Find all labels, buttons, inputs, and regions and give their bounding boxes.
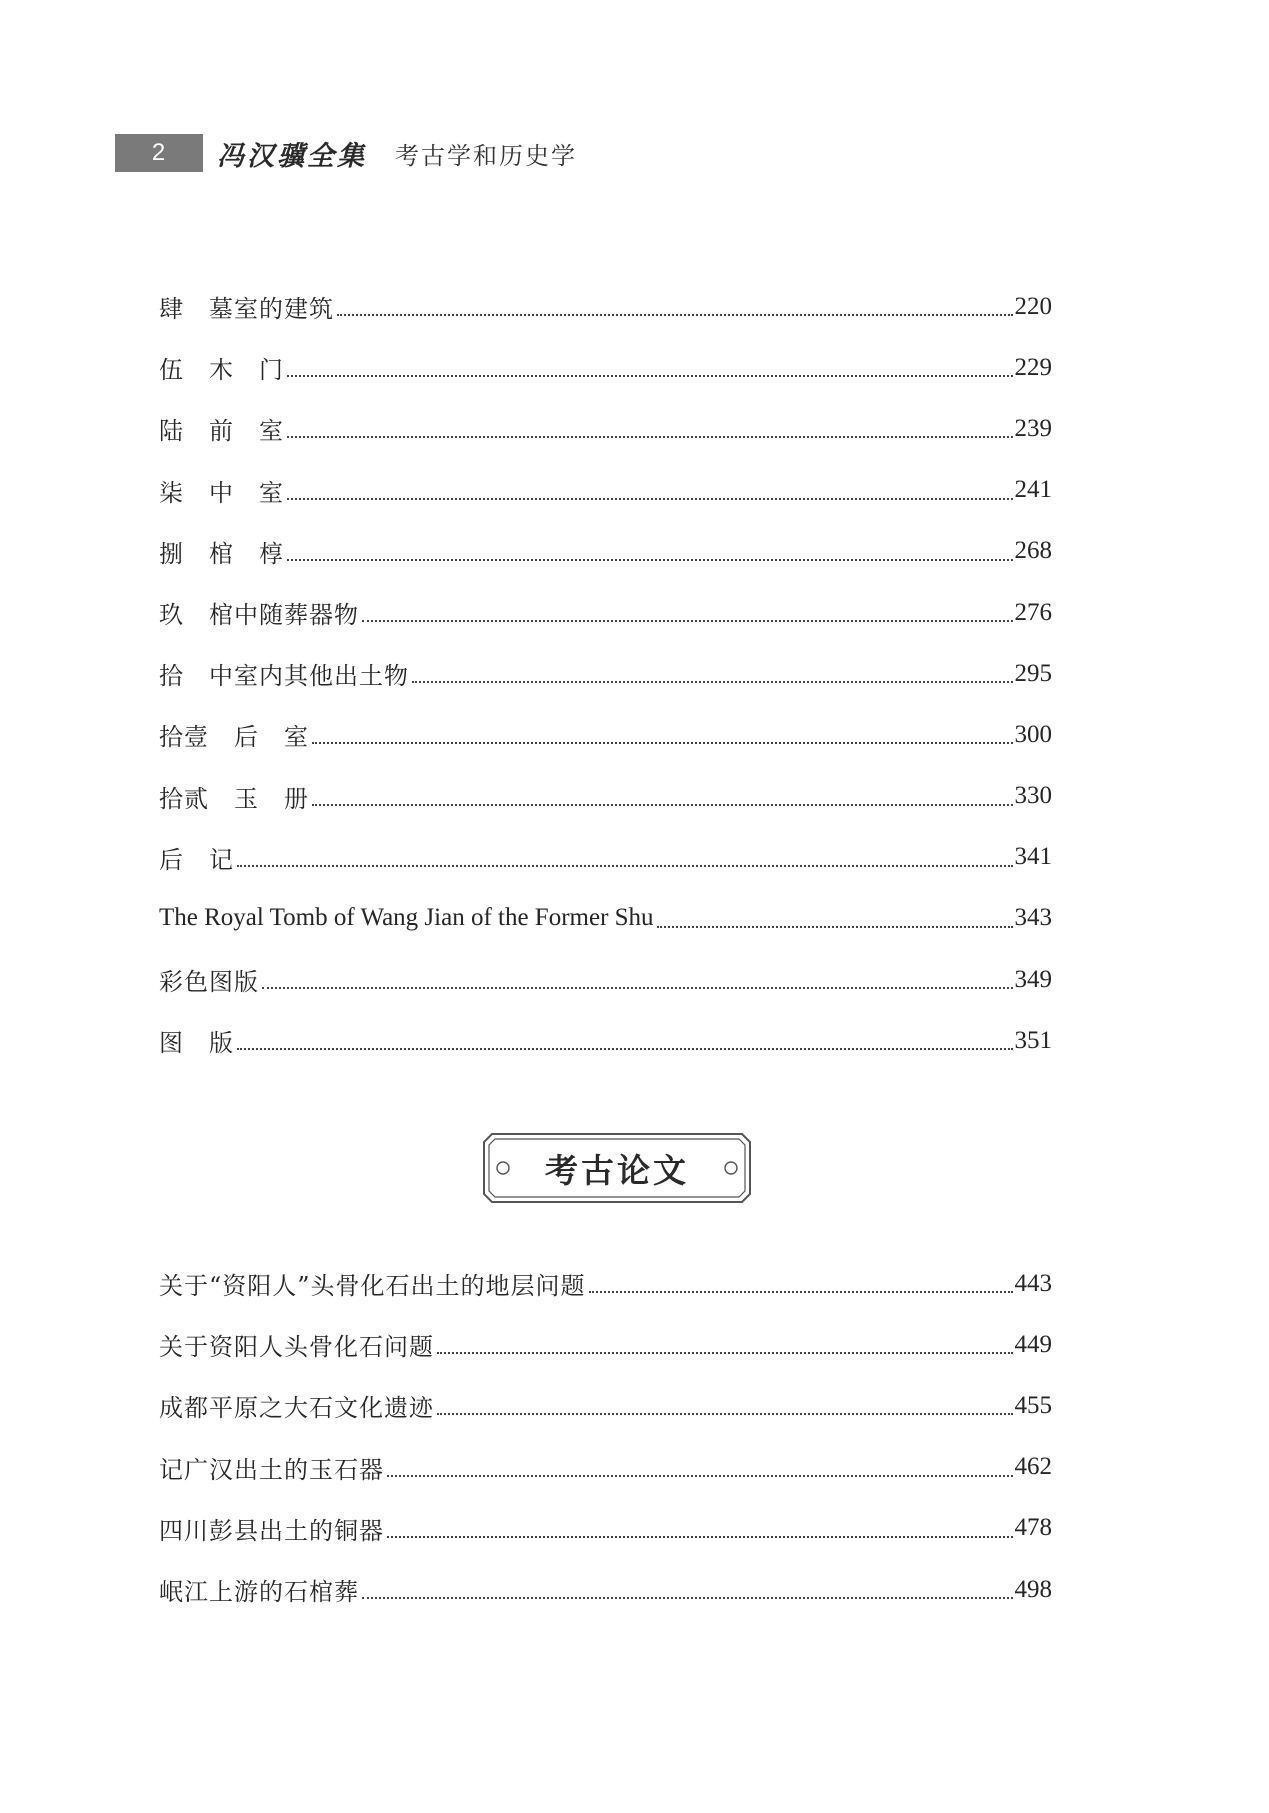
toc-entry-page-number: 478 — [1014, 1514, 1052, 1542]
toc-entry-page-number: 443 — [1014, 1269, 1052, 1297]
toc-entry-page-number: 349 — [1014, 965, 1052, 993]
table-of-contents-part2 — [159, 1253, 1052, 1620]
toc-entry-title: 岷江上游的石棺葬 — [159, 1578, 359, 1607]
toc-entry-page-number: 229 — [1014, 353, 1052, 381]
dot-leader — [412, 680, 1013, 683]
toc-entry-title: 记广汉出土的玉石器 — [159, 1455, 384, 1484]
section-heading-label: 考古论文 — [545, 1150, 689, 1190]
toc-entry — [159, 1253, 1052, 1314]
toc-entry-title: 捌 棺 椁 — [159, 539, 284, 568]
toc-entry-page-number: 241 — [1014, 476, 1052, 504]
toc-entry — [159, 521, 1052, 582]
toc-entry-title: 柒 中 室 — [159, 478, 284, 507]
toc-entry-title: 成都平原之大石文化遗迹 — [159, 1394, 434, 1423]
toc-entry-page-number: 300 — [1014, 720, 1052, 748]
toc-entry — [159, 276, 1052, 337]
toc-entry-page-number: 295 — [1014, 659, 1052, 687]
dot-leader — [287, 497, 1013, 500]
toc-entry-title: 四川彭县出土的铜器 — [159, 1516, 384, 1545]
toc-entry-title: 彩色图版 — [159, 968, 259, 997]
toc-entry-title: 图 版 — [159, 1029, 234, 1058]
dot-leader — [262, 986, 1013, 989]
toc-entry-title: 伍 木 门 — [159, 356, 284, 385]
page-number: 2 — [115, 134, 203, 172]
toc-entry-title: 关于“资阳人”头骨化石出土的地层问题 — [159, 1272, 586, 1301]
toc-entry — [159, 1010, 1052, 1071]
toc-entry-page-number: 268 — [1014, 537, 1052, 565]
toc-entry-page-number: 330 — [1014, 782, 1052, 810]
toc-entry — [159, 643, 1052, 704]
toc-entry — [159, 337, 1052, 398]
toc-entry-page-number: 455 — [1014, 1391, 1052, 1419]
toc-entry — [159, 582, 1052, 643]
dot-leader — [362, 619, 1013, 622]
dot-leader — [312, 803, 1013, 806]
dot-leader — [337, 313, 1013, 316]
toc-entry-title: 拾贰 玉 册 — [159, 784, 309, 813]
toc-entry — [159, 827, 1052, 888]
toc-entry — [159, 398, 1052, 459]
dot-leader — [287, 558, 1013, 561]
toc-entry-page-number: 449 — [1014, 1330, 1052, 1358]
page-header — [115, 134, 577, 172]
toc-entry — [159, 766, 1052, 827]
dot-leader — [362, 1596, 1013, 1599]
book-title: 冯汉骥全集 — [217, 140, 367, 172]
toc-entry-page-number: 462 — [1014, 1453, 1052, 1481]
dot-leader — [237, 1047, 1013, 1050]
table-of-contents-part1 — [159, 276, 1052, 1071]
toc-entry-title: 玖 棺中随葬器物 — [159, 601, 359, 630]
toc-entry — [159, 1498, 1052, 1559]
section-heading — [482, 1132, 752, 1204]
volume-title: 考古学和历史学 — [395, 141, 577, 170]
toc-entry-title: 肆 墓室的建筑 — [159, 295, 334, 324]
dot-leader — [237, 864, 1013, 867]
toc-entry — [159, 1375, 1052, 1436]
dot-leader — [387, 1474, 1013, 1477]
toc-entry-title: 陆 前 室 — [159, 417, 284, 446]
toc-entry-title: 后 记 — [159, 845, 234, 874]
toc-entry — [159, 1437, 1052, 1498]
dot-leader — [312, 741, 1013, 744]
toc-entry — [159, 1314, 1052, 1375]
toc-entry-page-number: 276 — [1014, 598, 1052, 626]
toc-entry-page-number: 343 — [1014, 904, 1052, 932]
dot-leader — [437, 1412, 1013, 1415]
toc-entry — [159, 460, 1052, 521]
toc-entry-page-number: 341 — [1014, 843, 1052, 871]
toc-entry-page-number: 220 — [1014, 292, 1052, 320]
toc-entry — [159, 888, 1052, 949]
toc-entry — [159, 704, 1052, 765]
dot-leader — [657, 925, 1013, 928]
toc-entry-page-number: 239 — [1014, 414, 1052, 442]
toc-entry-title: The Royal Tomb of Wang Jian of the Former Shu — [159, 904, 654, 932]
dot-leader — [287, 374, 1013, 377]
toc-entry-page-number: 351 — [1014, 1026, 1052, 1054]
dot-leader — [387, 1535, 1013, 1538]
toc-entry — [159, 1559, 1052, 1620]
dot-leader — [589, 1290, 1013, 1293]
toc-entry — [159, 949, 1052, 1010]
toc-entry-title: 关于资阳人头骨化石问题 — [159, 1333, 434, 1362]
dot-leader — [287, 435, 1013, 438]
toc-entry-title: 拾壹 后 室 — [159, 723, 309, 752]
toc-entry-page-number: 498 — [1014, 1575, 1052, 1603]
dot-leader — [437, 1351, 1013, 1354]
toc-entry-title: 拾 中室内其他出土物 — [159, 662, 409, 691]
